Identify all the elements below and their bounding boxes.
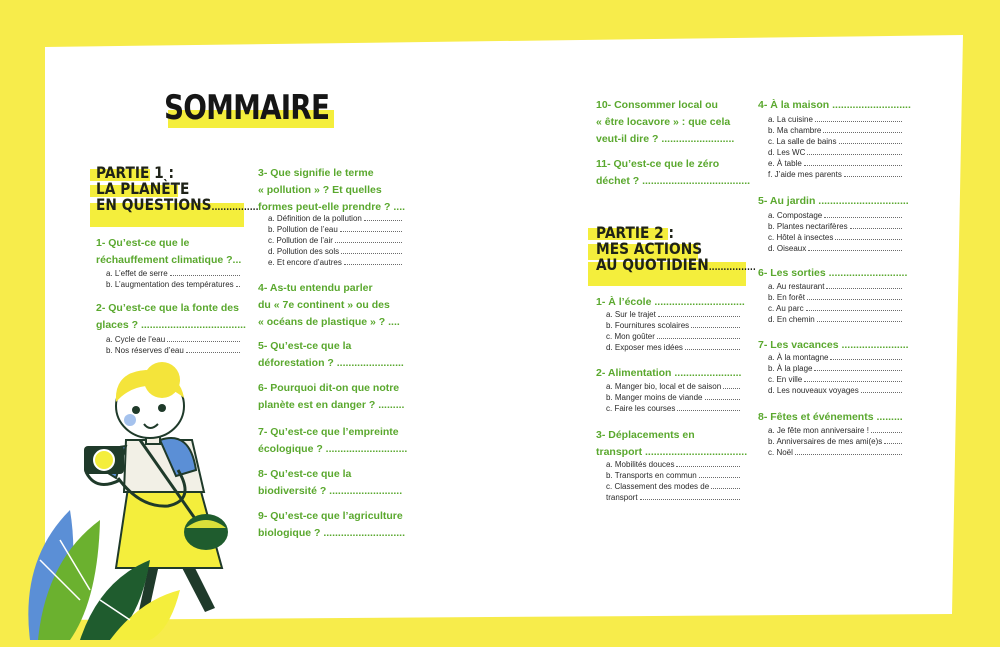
subsection-item[interactable] bbox=[768, 313, 902, 324]
section-title-line: transport ................................... bbox=[596, 446, 748, 458]
subsection-label: b. Pollution de l’eau bbox=[268, 225, 338, 234]
subsection-item[interactable] bbox=[768, 291, 902, 302]
subsection-list bbox=[768, 424, 902, 457]
section-title-line: « océans de plastique » ? .... bbox=[258, 316, 400, 328]
subsection-item[interactable] bbox=[768, 373, 902, 384]
section-title[interactable] bbox=[96, 235, 241, 269]
subsection-label: c. Pollution de l’air bbox=[268, 236, 333, 245]
section-title[interactable] bbox=[258, 165, 405, 216]
subsection-item[interactable] bbox=[768, 231, 902, 242]
subsection-label: c. Hôtel à insectes bbox=[768, 233, 834, 242]
section-title[interactable] bbox=[258, 380, 404, 414]
subsection-list bbox=[768, 209, 902, 253]
subsection-label: a. La cuisine bbox=[768, 115, 813, 124]
subsection-label: b. Anniversaires de mes ami(e)s bbox=[768, 437, 883, 446]
subsection-item[interactable] bbox=[606, 341, 740, 352]
leader-dots bbox=[824, 217, 902, 218]
section-title-line: 2- Qu’est-ce que la fonte des bbox=[96, 302, 239, 314]
leader-dots bbox=[685, 349, 740, 350]
part1-line: EN QUESTIONS bbox=[96, 195, 212, 214]
leader-dots bbox=[344, 264, 402, 265]
subsection-label: c. Mon goûter bbox=[606, 332, 655, 341]
subsection-item[interactable] bbox=[606, 391, 740, 402]
section-title[interactable] bbox=[596, 427, 747, 461]
subsection-item[interactable] bbox=[106, 333, 240, 344]
section-title-line: 3- Déplacements en bbox=[596, 429, 695, 441]
subsection-item[interactable] bbox=[268, 223, 402, 234]
leader-dots bbox=[804, 165, 902, 166]
section-title-line: 8- Qu’est-ce que la bbox=[258, 468, 352, 480]
subsection-label: c. La salle de bains bbox=[768, 137, 837, 146]
subsection-item[interactable] bbox=[768, 220, 902, 231]
leader-dots bbox=[658, 316, 740, 317]
subsection-item[interactable] bbox=[606, 469, 740, 480]
section-title[interactable] bbox=[258, 508, 405, 542]
subsection-item[interactable] bbox=[768, 351, 902, 362]
subsection-label: a. L’effet de serre bbox=[106, 269, 168, 278]
section-title[interactable] bbox=[258, 466, 402, 500]
leader-dots bbox=[808, 250, 902, 251]
leader-dots bbox=[335, 242, 402, 243]
section-title-line: planète est en danger ? ......... bbox=[258, 399, 405, 411]
leader-dots bbox=[871, 432, 902, 433]
leader-dots bbox=[795, 454, 902, 455]
subsection-item[interactable] bbox=[268, 256, 402, 267]
section-title-line: biologique ? ............................ bbox=[258, 527, 406, 539]
leader-dots bbox=[807, 299, 902, 300]
section-title-line: réchauffement climatique ?... bbox=[96, 254, 242, 266]
subsection-item[interactable] bbox=[768, 168, 902, 179]
subsection-label: c. Au parc bbox=[768, 304, 804, 313]
leader-dots bbox=[804, 381, 902, 382]
subsection-item[interactable] bbox=[768, 280, 902, 291]
subsection-label: a. Au restaurant bbox=[768, 282, 825, 291]
subsection-label: b. À la plage bbox=[768, 364, 813, 373]
leader-dots bbox=[699, 477, 740, 478]
section-title[interactable] bbox=[596, 156, 750, 190]
subsection-list bbox=[768, 351, 902, 395]
section-title[interactable] bbox=[258, 280, 400, 331]
subsection-item[interactable] bbox=[106, 278, 240, 289]
section-title-line: déforestation ? ....................... bbox=[258, 357, 404, 369]
section-title-line: du « 7e continent » ou des bbox=[258, 299, 390, 311]
subsection-item[interactable] bbox=[768, 157, 902, 168]
leader-dots bbox=[236, 286, 240, 287]
part1-line: LA PLANÈTE bbox=[96, 179, 190, 198]
section-title-line: « pollution » ? Et quelles bbox=[258, 184, 382, 196]
subsection-label: a. Mobilités douces bbox=[606, 460, 675, 469]
leader-dots bbox=[723, 388, 740, 389]
subsection-label: transport bbox=[606, 493, 638, 502]
leader-dots bbox=[167, 341, 240, 342]
leader-dots bbox=[186, 352, 240, 353]
leader-dots bbox=[341, 253, 402, 254]
section-title-line: 1- Qu’est-ce que le bbox=[96, 237, 190, 249]
subsection-label: f. J’aide mes parents bbox=[768, 170, 842, 179]
part2-line: AU QUOTIDIEN bbox=[596, 255, 709, 274]
subsection-label: c. En ville bbox=[768, 375, 803, 384]
subsection-item[interactable] bbox=[606, 491, 740, 502]
subsection-item[interactable] bbox=[106, 267, 240, 278]
subsection-label: a. Définition de la pollution bbox=[268, 214, 362, 223]
part2-heading bbox=[596, 225, 756, 276]
subsection-item[interactable] bbox=[768, 209, 902, 220]
section-title-line: 11- Qu’est-ce que le zéro bbox=[596, 158, 720, 170]
subsection-list bbox=[768, 280, 902, 324]
subsection-label: b. Nos réserves d’eau bbox=[106, 346, 184, 355]
section-title[interactable] bbox=[758, 97, 911, 114]
subsection-list bbox=[106, 267, 240, 289]
subsection-list bbox=[106, 333, 240, 355]
subsection-label: d. En chemin bbox=[768, 315, 815, 324]
section-title-line: 7- Les vacances ....................... bbox=[758, 339, 909, 351]
leader-dots bbox=[815, 121, 902, 122]
leader-dots bbox=[676, 466, 740, 467]
subsection-list bbox=[606, 458, 740, 502]
subsection-item[interactable] bbox=[268, 245, 402, 256]
part1-heading bbox=[96, 165, 259, 216]
leader-dots bbox=[839, 143, 903, 144]
subsection-item[interactable] bbox=[768, 242, 902, 253]
section-title[interactable] bbox=[596, 97, 734, 148]
section-title-line: 4- As-tu entendu parler bbox=[258, 282, 373, 294]
subsection-label: e. À table bbox=[768, 159, 802, 168]
subsection-item[interactable] bbox=[606, 480, 740, 491]
section-title-line: 5- Qu’est-ce que la bbox=[258, 340, 352, 352]
subsection-label: d. Pollution des sols bbox=[268, 247, 340, 256]
leader-dots bbox=[807, 154, 902, 155]
subsection-label: b. Transports en commun bbox=[606, 471, 697, 480]
subsection-item[interactable] bbox=[268, 234, 402, 245]
leader-dots bbox=[817, 321, 902, 322]
subsection-label: c. Classement des modes de bbox=[606, 482, 710, 491]
leader-dots bbox=[814, 370, 902, 371]
section-title-line: « être locavore » : que cela bbox=[596, 116, 731, 128]
subsection-label: a. Cycle de l’eau bbox=[106, 335, 166, 344]
subsection-list bbox=[606, 380, 740, 413]
section-title-line: 3- Que signifie le terme bbox=[258, 167, 374, 179]
subsection-item[interactable] bbox=[768, 135, 902, 146]
section-title-line: formes peut-elle prendre ? .... bbox=[258, 201, 406, 213]
subsection-label: a. Je fête mon anniversaire ! bbox=[768, 426, 869, 435]
leader-dots bbox=[640, 499, 740, 500]
subsection-item[interactable] bbox=[768, 424, 902, 435]
section-title-line: 8- Fêtes et événements ......... bbox=[758, 411, 903, 423]
part1-line: PARTIE 1 : bbox=[96, 163, 175, 182]
section-title-line: 1- À l’école ............................... bbox=[596, 296, 745, 308]
leader-dots bbox=[884, 443, 902, 444]
subsection-item[interactable] bbox=[106, 344, 240, 355]
subsection-list bbox=[268, 212, 402, 267]
subsection-label: a. Manger bio, local et de saison bbox=[606, 382, 722, 391]
part1-dots: ................ bbox=[211, 203, 259, 213]
section-title-line: 6- Les sorties ........................... bbox=[758, 267, 908, 279]
subsection-item[interactable] bbox=[768, 124, 902, 135]
section-title-line: glaces ? .................................... bbox=[96, 319, 246, 331]
page-title: SOMMAIRE bbox=[164, 88, 330, 128]
section-title[interactable] bbox=[96, 300, 246, 334]
section-title-line: déchet ? ..................................... bbox=[596, 175, 751, 187]
leader-dots bbox=[657, 338, 740, 339]
subsection-label: b. L’augmentation des températures bbox=[106, 280, 234, 289]
section-title-line: écologique ? ............................ bbox=[258, 443, 408, 455]
subsection-label: d. Oiseaux bbox=[768, 244, 807, 253]
subsection-item[interactable] bbox=[768, 446, 902, 457]
leader-dots bbox=[835, 239, 902, 240]
subsection-label: e. Et encore d’autres bbox=[268, 258, 342, 267]
subsection-label: b. Fournitures scolaires bbox=[606, 321, 690, 330]
leader-dots bbox=[340, 231, 402, 232]
section-title-line: veut-il dire ? ......................... bbox=[596, 133, 735, 145]
section-title-line: 7- Qu’est-ce que l’empreinte bbox=[258, 426, 399, 438]
leader-dots bbox=[844, 176, 902, 177]
section-title-line: 6- Pourquoi dit-on que notre bbox=[258, 382, 400, 394]
part2-line: PARTIE 2 : bbox=[596, 223, 675, 242]
subsection-label: b. En forêt bbox=[768, 293, 805, 302]
section-title-line: 2- Alimentation ....................... bbox=[596, 367, 742, 379]
subsection-item[interactable] bbox=[768, 384, 902, 395]
subsection-item[interactable] bbox=[768, 435, 902, 446]
leader-dots bbox=[711, 488, 740, 489]
subsection-item[interactable] bbox=[768, 113, 902, 124]
subsection-label: a. Compostage bbox=[768, 211, 823, 220]
subsection-item[interactable] bbox=[768, 302, 902, 313]
subsection-label: a. Sur le trajet bbox=[606, 310, 656, 319]
subsection-item[interactable] bbox=[768, 146, 902, 157]
leader-dots bbox=[170, 275, 240, 276]
part2-line: MES ACTIONS bbox=[596, 239, 703, 258]
subsection-label: d. Exposer mes idées bbox=[606, 343, 683, 352]
section-title-line: biodiversité ? ......................... bbox=[258, 485, 403, 497]
leader-dots bbox=[861, 392, 902, 393]
leader-dots bbox=[823, 132, 902, 133]
subsection-item[interactable] bbox=[606, 380, 740, 391]
leader-dots bbox=[830, 359, 902, 360]
subsection-item[interactable] bbox=[606, 319, 740, 330]
leader-dots bbox=[677, 410, 740, 411]
section-title-line: 5- Au jardin ............................... bbox=[758, 195, 909, 207]
subsection-item[interactable] bbox=[606, 402, 740, 413]
section-title[interactable] bbox=[758, 193, 909, 210]
part2-dots: ................ bbox=[708, 263, 756, 273]
section-title[interactable] bbox=[258, 424, 407, 458]
subsection-item[interactable] bbox=[606, 330, 740, 341]
leader-dots bbox=[826, 288, 902, 289]
section-title-line: 4- À la maison ........................... bbox=[758, 99, 911, 111]
section-title[interactable] bbox=[258, 338, 404, 372]
subsection-label: c. Faire les courses bbox=[606, 404, 676, 413]
leader-dots bbox=[806, 310, 902, 311]
leader-dots bbox=[691, 327, 740, 328]
section-title-line: 10- Consommer local ou bbox=[596, 99, 718, 111]
subsection-item[interactable] bbox=[606, 458, 740, 469]
subsection-label: d. Les WC bbox=[768, 148, 806, 157]
subsection-list bbox=[768, 113, 902, 179]
subsection-item[interactable] bbox=[768, 362, 902, 373]
subsection-label: c. Noël bbox=[768, 448, 793, 457]
subsection-item[interactable] bbox=[606, 308, 740, 319]
leader-dots bbox=[850, 228, 902, 229]
leader-dots bbox=[705, 399, 741, 400]
subsection-label: b. Ma chambre bbox=[768, 126, 822, 135]
subsection-label: b. Plantes nectarifères bbox=[768, 222, 848, 231]
subsection-label: a. À la montagne bbox=[768, 353, 829, 362]
subsection-label: d. Les nouveaux voyages bbox=[768, 386, 859, 395]
subsection-item[interactable] bbox=[268, 212, 402, 223]
subsection-list bbox=[606, 308, 740, 352]
section-title-line: 9- Qu’est-ce que l’agriculture bbox=[258, 510, 403, 522]
leader-dots bbox=[364, 220, 402, 221]
subsection-label: b. Manger moins de viande bbox=[606, 393, 703, 402]
